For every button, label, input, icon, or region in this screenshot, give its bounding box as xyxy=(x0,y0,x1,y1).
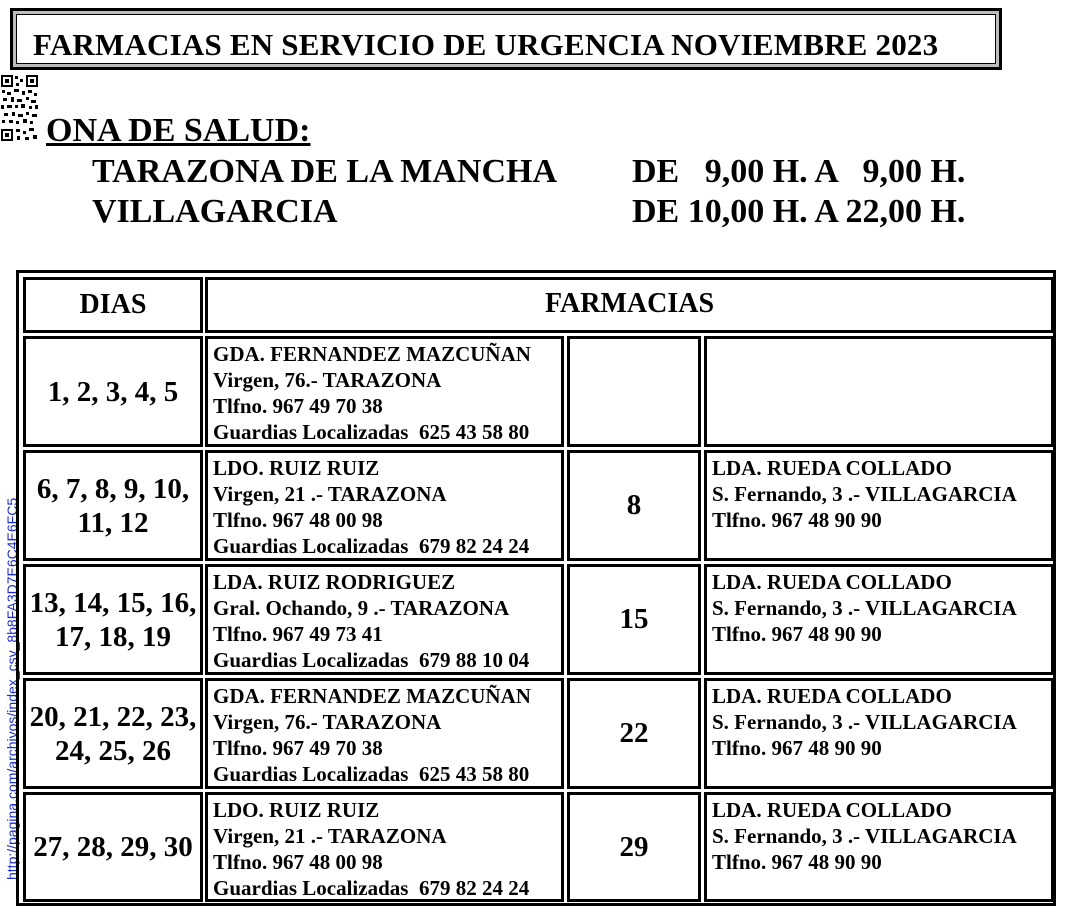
pharmacy-phone: Tlfno. 967 48 90 90 xyxy=(712,622,882,646)
pharmacy-name: LDA. RUEDA COLLADO xyxy=(712,456,952,480)
pharmacy-guard: Guardias Localizadas 625 43 58 80 xyxy=(213,420,530,444)
pharmacy-phone: Tlfno. 967 48 00 98 xyxy=(213,850,383,874)
pharmacy-phone: Tlfno. 967 48 90 90 xyxy=(712,508,882,532)
zona-heading: ONA DE SALUD: xyxy=(46,112,311,149)
pharmacy-name: GDA. FERNANDEZ MAZCUÑAN xyxy=(213,342,531,366)
table-row-village-day: 22 xyxy=(567,678,701,789)
table-row-village-pharmacy xyxy=(704,336,1054,447)
qr-code-icon xyxy=(0,74,40,144)
table-row-village-day xyxy=(567,336,701,447)
pharmacy-table xyxy=(16,270,1056,906)
table-row-village-day: 15 xyxy=(567,564,701,675)
pharmacy-name: LDA. RUEDA COLLADO xyxy=(712,798,952,822)
header-dias xyxy=(23,277,203,333)
pharmacy-guard: Guardias Localizadas 679 88 10 04 xyxy=(213,648,530,672)
header-farmacias-label: FARMACIAS xyxy=(544,288,715,319)
table-row-days: 20, 21, 22, 23, 24, 25, 26 xyxy=(23,678,203,789)
table-row-tarazona-pharmacy xyxy=(205,564,564,675)
pharmacy-phone: Tlfno. 967 49 70 38 xyxy=(213,736,383,760)
pharmacy-address: S. Fernando, 3 .- VILLAGARCIA xyxy=(712,710,1017,734)
pharmacy-name: LDA. RUEDA COLLADO xyxy=(712,684,952,708)
table-row-village-pharmacy xyxy=(704,450,1054,561)
header-farmacias xyxy=(205,277,1054,333)
pharmacy-address: Virgen, 76.- TARAZONA xyxy=(213,368,442,392)
pharmacy-phone: Tlfno. 967 48 00 98 xyxy=(213,508,383,532)
table-row-days: 13, 14, 15, 16, 17, 18, 19 xyxy=(23,564,203,675)
table-row-village-pharmacy xyxy=(704,792,1054,902)
table-row-tarazona-pharmacy xyxy=(205,792,564,902)
header-dias-label: DIAS xyxy=(79,289,147,320)
table-row-days: 27, 28, 29, 30 xyxy=(23,792,203,902)
table-row-village-pharmacy xyxy=(704,678,1054,789)
pharmacy-name: LDO. RUIZ RUIZ xyxy=(213,456,380,480)
zona-line-1-hours: DE 9,00 H. A 9,00 H. xyxy=(632,153,966,190)
pharmacy-address: S. Fernando, 3 .- VILLAGARCIA xyxy=(712,482,1017,506)
table-row-village-day: 8 xyxy=(567,450,701,561)
table-row-tarazona-pharmacy xyxy=(205,450,564,561)
table-row-tarazona-pharmacy xyxy=(205,336,564,447)
pharmacy-phone: Tlfno. 967 49 70 38 xyxy=(213,394,383,418)
table-row-days: 1, 2, 3, 4, 5 xyxy=(23,336,203,447)
table-row-village-day: 29 xyxy=(567,792,701,902)
pharmacy-guard: Guardias Localizadas 679 82 24 24 xyxy=(213,534,530,558)
pharmacy-address: S. Fernando, 3 .- VILLAGARCIA xyxy=(712,596,1017,620)
pharmacy-guard: Guardias Localizadas 679 82 24 24 xyxy=(213,876,530,900)
pharmacy-address: Gral. Ochando, 9 .- TARAZONA xyxy=(213,596,510,620)
zona-line-2-hours: DE 10,00 H. A 22,00 H. xyxy=(632,193,966,230)
zona-line-2-name: VILLAGARCIA xyxy=(92,193,338,230)
pharmacy-address: Virgen, 76.- TARAZONA xyxy=(213,710,442,734)
table-row-days: 6, 7, 8, 9, 10, 11, 12 xyxy=(23,450,203,561)
pharmacy-name: LDA. RUIZ RODRIGUEZ xyxy=(213,570,456,594)
table-row-tarazona-pharmacy xyxy=(205,678,564,789)
title-box xyxy=(10,8,1002,70)
pharmacy-name: GDA. FERNANDEZ MAZCUÑAN xyxy=(213,684,531,708)
pharmacy-address: S. Fernando, 3 .- VILLAGARCIA xyxy=(712,824,1017,848)
pharmacy-name: LDA. RUEDA COLLADO xyxy=(712,570,952,594)
side-link[interactable]: http://pagina.com/archivos/index_csv_8b8FA3D7E6C4E6FC5 xyxy=(4,497,20,880)
table-row-village-pharmacy xyxy=(704,564,1054,675)
pharmacy-phone: Tlfno. 967 49 73 41 xyxy=(213,622,383,646)
pharmacy-phone: Tlfno. 967 48 90 90 xyxy=(712,850,882,874)
pharmacy-guard: Guardias Localizadas 625 43 58 80 xyxy=(213,762,530,786)
page-title: FARMACIAS EN SERVICIO DE URGENCIA NOVIEMBRE 2023 xyxy=(33,27,939,62)
zona-line-1-name: TARAZONA DE LA MANCHA xyxy=(92,153,558,190)
pharmacy-address: Virgen, 21 .- TARAZONA xyxy=(213,824,447,848)
pharmacy-address: Virgen, 21 .- TARAZONA xyxy=(213,482,447,506)
pharmacy-phone: Tlfno. 967 48 90 90 xyxy=(712,736,882,760)
pharmacy-name: LDO. RUIZ RUIZ xyxy=(213,798,380,822)
